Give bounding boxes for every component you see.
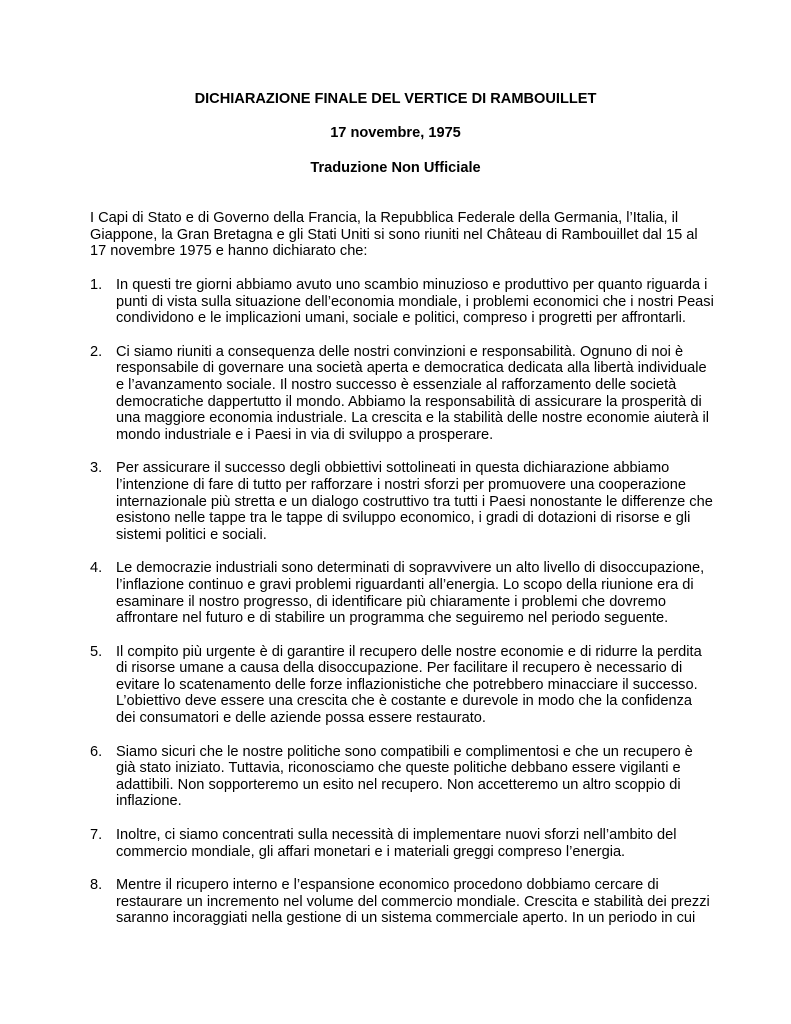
item-text: Mentre il ricupero interno e l’espansione economico procedono dobbiamo cercare di restaurare un incremento nel volume del commercio mondiale. Crescita e stabilità dei prezzi saranno incoraggiati nella gestione di un sistema commerciale aperto. In un periodo in cui [116,877,710,927]
item-text: Le democrazie industriali sono determinati di sopravvivere un alto livello di disoccupazione, l’inflazione continuo e gravi problemi riguardanti all’energia. Lo scopo della riunione era di esaminare il nostro progresso, di identificare più chiaramente i problemi che dovremo affrontare nel futuro e di stabilire un programma che seguiremo nel periodo seguente. [116,560,705,627]
declaration-list [90,277,715,944]
item-number: 6. [90,743,103,760]
intro-paragraph: I Capi di Stato e di Governo della Francia, la Repubblica Federale della Germania, l’Italia, il Giappone, la Gran Bretagna e gli Stati Uniti si sono riuniti nel Château di Rambouillet dal 15 al 17 novembre 1975 e hanno dichiarato che: [90,210,698,260]
item-text: Inoltre, ci siamo concentrati sulla necessità di implementare nuovi sforzi nell’ambito del commercio mondiale, gli affari monetari e i materiali greggi compreso l’energia. [116,827,677,860]
list-item [90,344,715,444]
item-number: 2. [90,343,103,360]
item-number: 1. [90,277,103,293]
document-subtitle: Traduzione Non Ufficiale [310,160,481,176]
list-item [90,277,715,327]
document-date: 17 novembre, 1975 [330,125,461,141]
list-item [90,827,715,860]
item-number: 4. [90,560,103,577]
item-text: In questi tre giorni abbiamo avuto uno scambio minuzioso e produttivo per quanto riguarda i punti di vista sulla situazione dell’economia mondiale, i problemi economici che i nostri Peasi condividono e le implicazioni umani, sociale e politici, compreso i progretti per affrontarli. [116,277,714,327]
item-number: 8. [90,877,103,894]
document-title: DICHIARAZIONE FINALE DEL VERTICE DI RAMBOUILLET [194,91,597,107]
list-item [90,460,715,543]
list-item [90,877,715,927]
item-text: Il compito più urgente è di garantire il recupero delle nostre economie e di ridurre la perdita di risorse umane a causa della disoccupazione. Per facilitare il recupero è necessario di evitare lo scatenamento delle forze inflazionistiche che potrebbero minacciare il successo. L’obiettivo deve essere una crescita che è costante e durevole in modo che la confidenza dei consumatori e delle aziende possa essere restaurato. [116,643,702,727]
list-item [90,560,715,626]
item-text: Siamo sicuri che le nostre politiche sono compatibili e complimentosi e che un recupero è già stato iniziato. Tuttavia, riconosciamo che queste politiche debbano essere vigilanti e adattibili. Non sopporteremo un esito nel recupero. Non accetteremo un altro scoppio di inflazione. [116,743,693,810]
item-number: 7. [90,827,103,844]
list-item [90,644,715,727]
item-number: 3. [90,460,103,477]
item-text: Ci siamo riuniti a consequenza delle nostri convinzioni e responsabilità. Ognuno di noi è responsabile di governare una società aperta e democratica dedicata alla libertà individuale e l’avanzamento sociale. Il nostro successo è essenziale al rafforzamento delle società democratiche dappertutto il mondo. Abbiamo la responsabilità di assicurare la prosperità di una maggiore economia industriale. La crescita e la stabilità delle nostre economie aiuterà il mondo industriale e i Paesi in via di sviluppo a prosperare. [116,343,709,443]
list-item [90,744,715,810]
item-text: Per assicurare il successo degli obbiettivi sottolineati in questa dichiarazione abbiamo l’intenzione di fare di tutto per rafforzare i nostri sforzi per promuovere una cooperazione internazionale più stretta e un dialogo costruttivo tra tutti i Paesi nonostante le differenze che esistono nelle tappe tra le tappe di sviluppo economico, i gradi di dotazioni di risorse e gli sistemi politici e sociali. [116,460,713,543]
item-number: 5. [90,643,103,660]
